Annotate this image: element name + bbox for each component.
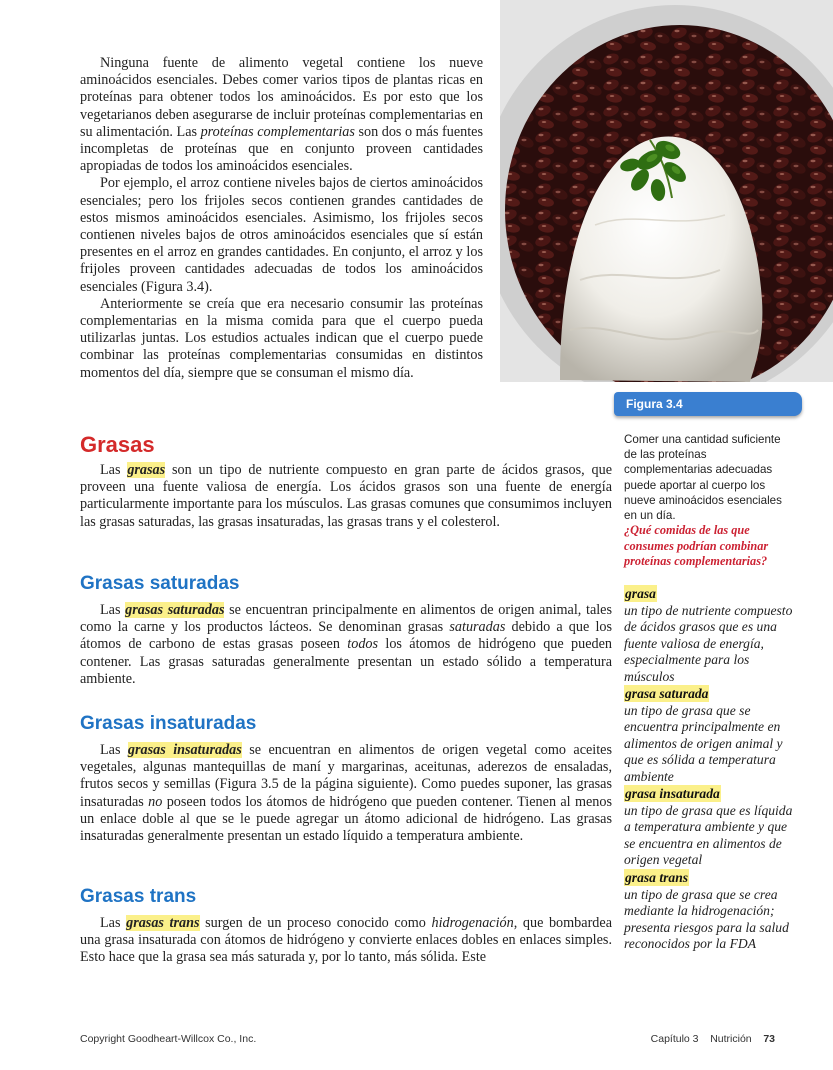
term-grasas-saturadas: grasas saturadas (125, 602, 225, 618)
glossary-term: grasa trans (625, 869, 689, 885)
glossary-definition: un tipo de grasa que es líquida a temperatura ambiente y que se encuentra en alimentos de origen vegetal (624, 803, 793, 868)
glossary-entry (624, 785, 796, 869)
term-grasas-trans: grasas trans (126, 915, 200, 931)
heading-grasas-trans: Grasas trans (80, 886, 197, 907)
footer-chapter: Capítulo 3 (650, 1033, 699, 1045)
glossary-definition: un tipo de grasa que se encuentra principalmente en alimentos de origen animal y que es sólida a temperatura ambiente (624, 703, 783, 784)
figure-question: ¿Qué comidas de las que consumes podrían combinar proteínas complementarias? (624, 523, 769, 569)
heading-grasas: Grasas (80, 432, 155, 457)
intro-paragraph-1: Ninguna fuente de alimento vegetal contiene los nueve aminoácidos esenciales. Debes comer varios tipos de plantas ricas en proteínas para obtener todos los aminoácidos. Es por esto que los vegetarianos deben asegurarse de incluir proteínas complementarias en su alimentación. Las proteínas complementarias son dos o más fuentes incompletas de proteínas que en conjunto proveen cantidades apropiadas de todos los aminoácidos esenciales. (80, 55, 483, 175)
section-trans-text (80, 915, 612, 967)
figure-photo-rice-and-beans (500, 0, 833, 382)
footer-page-info (651, 1033, 775, 1045)
heading-grasas-insaturadas: Grasas insaturadas (80, 713, 257, 734)
intro-text (80, 55, 483, 382)
figure-caption: Comer una cantidad suficiente de las proteínas complementarias adecuadas puede aportar al cuerpo los nueve aminoácidos esenciales en un día. (624, 433, 782, 523)
paragraph-grasas-insaturadas: Las grasas insaturadas se encuentran en alimentos de origen vegetal como aceites vegetales, algunas mantequillas de maní y margarinas, aceitunas, aderezos de ensaladas, frutos secos y semillas (Figura 3.5 de la página siguiente). Como puedes suponer, las grasas insaturadas no poseen todos los átomos de hidrógeno que pueden contener. Tienen al menos un enlace doble al que se le puede agregar un átomo adicional de hidrógeno. Las grasas insaturadas generalmente presentan un estado líquido a temperatura ambiente. (80, 742, 612, 845)
glossary-definition: un tipo de nutriente compuesto de ácidos grasos que es una fuente valiosa de energía, especialmente para los músculos (624, 603, 793, 684)
paragraph-grasas-trans: Las grasas trans surgen de un proceso conocido como hidrogenación, que bombardea una grasa insaturada con átomos de hidrógeno y convierte enlaces dobles en enlaces simples. Esto hace que la grasa sea más saturada y, por lo tanto, más sólida. Este (80, 915, 612, 966)
section-insaturadas-text (80, 742, 612, 845)
footer-section: Nutrición (710, 1033, 752, 1045)
glossary-entry (624, 585, 796, 685)
glossary-definition: un tipo de grasa que se crea mediante la hidrogenación; presenta riesgos para la salud reconocidos por la FDA (624, 886, 789, 951)
heading-grasas-saturadas: Grasas saturadas (80, 573, 240, 594)
term-grasas-insaturadas: grasas insaturadas (127, 742, 242, 758)
intro-paragraph-2: Por ejemplo, el arroz contiene niveles bajos de ciertos aminoácidos esenciales; pero los frijoles secos contienen grandes cantidades de estos mismos aminoácidos esenciales. Asimismo, los frijoles secos contienen niveles bajos de otros aminoácidos esenciales que sí están presentes en el arroz en grandes cantidades. En conjunto, el arroz y los frijoles proveen cantidades adecuadas de todos los aminoácidos esenciales (Figura 3.4). (80, 175, 483, 295)
glossary-entry (624, 685, 796, 785)
section-saturadas-text (80, 602, 612, 688)
glossary (624, 585, 796, 952)
section-grasas-text (80, 462, 612, 531)
glossary-term: grasa (625, 586, 656, 601)
paragraph-grasas-saturadas: Las grasas saturadas se encuentran principalmente en alimentos de origen animal, tales como la carne y los productos lácteos. Se denominan grasas saturadas debido a que los átomos de carbono de estas grasas poseen todos los átomos de hidrógeno que pueden contener. Las grasas saturadas generalmente presentan un estado sólido a temperatura ambiente. (80, 602, 613, 687)
figure-label-tab (614, 392, 802, 416)
term-grasas: grasas (127, 462, 166, 478)
glossary-entry (624, 869, 796, 953)
paragraph-grasas: Las grasas son un tipo de nutriente compuesto en gran parte de ácidos grasos, que proveen una fuente valiosa de energía. Los ácidos grasos son una fuente de energía particularmente importante para los músculos. Las grasas comunes que consumimos incluyen las grasas saturadas, las grasas insaturadas, las grasas trans y el colesterol. (80, 462, 612, 530)
page-number: 73 (763, 1033, 775, 1045)
figure-label: Figura 3.4 (626, 397, 683, 411)
intro-paragraph-3: Anteriormente se creía que era necesario consumir las proteínas complementarias en la misma comida para que el cuerpo pueda utilizarlas juntas. Los estudios actuales indican que el cuerpo puede combinar las proteínas complementarias consumidas en distintos momentos del día, siempre que se consuman el mismo día. (80, 295, 483, 381)
glossary-term: grasa saturada (625, 686, 709, 702)
figure-caption-block (624, 432, 796, 569)
footer-copyright: Copyright Goodheart-Willcox Co., Inc. (80, 1033, 257, 1045)
glossary-term: grasa insaturada (625, 786, 720, 802)
